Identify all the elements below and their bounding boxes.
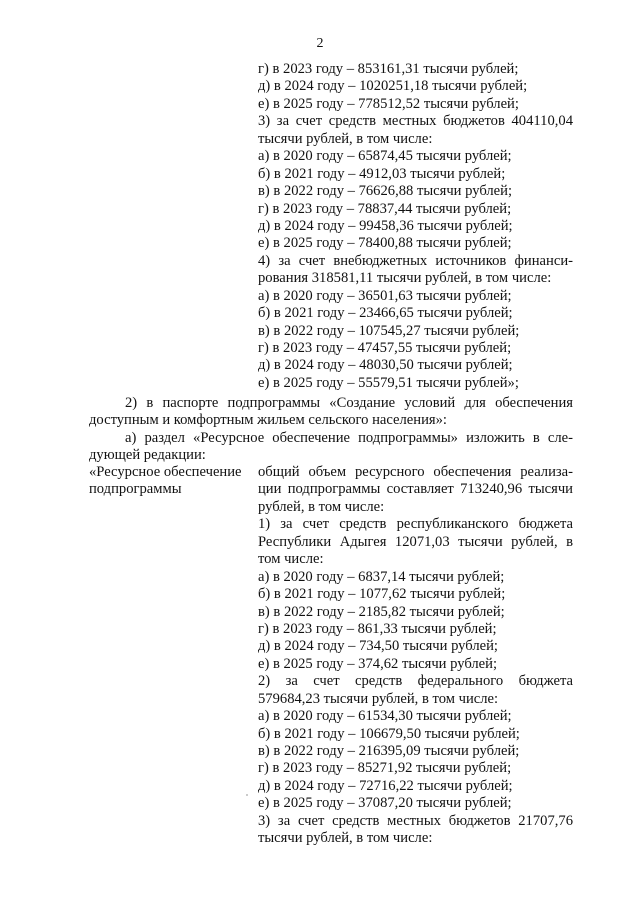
text-line: е) в 2025 году – 55579,51 тысячи рублей»; (258, 374, 519, 391)
text-line: а) в 2020 году – 65874,45 тысячи рублей; (258, 148, 512, 165)
text-line: г) в 2023 году – 853161,31 тысячи рублей; (258, 61, 519, 77)
text-line: б) в 2021 году – 23466,65 тысячи рублей; (258, 305, 513, 322)
text-line: 2) в паспорте подпрограммы «Создание условий для обеспечения (125, 395, 573, 411)
text-line: а) в 2020 году – 36501,63 тысячи рублей; (258, 287, 512, 304)
text-line: тысячи рублей, в том числе: (258, 830, 433, 847)
text-line: в) в 2022 году – 76626,88 тысячи рублей; (258, 183, 513, 200)
scan-speck (246, 794, 248, 796)
text-line: г) в 2023 году – 861,33 тысячи рублей; (258, 620, 497, 637)
text-line: рования 318581,11 тысячи рублей, в том числе: (258, 270, 552, 287)
text-line: е) в 2025 году – 37087,20 тысячи рублей; (258, 795, 512, 812)
section-label (89, 464, 254, 499)
text-line: а) раздел «Ресурсное обеспечение подпрограммы» изложить в сле- (125, 429, 573, 446)
page-number: 2 (316, 36, 324, 51)
text-line: 3) за счет средств местных бюджетов 21707,76 (258, 812, 573, 829)
text-line: 579684,23 тысячи рублей, в том числе: (258, 690, 499, 707)
text-line: 4) за счет внебюджетных источников финанси- (258, 252, 573, 269)
resource-provision-block (258, 464, 573, 848)
text-line: тысячи рублей, в том числе: (258, 130, 433, 147)
text-line: г) в 2023 году – 47457,55 тысячи рублей; (258, 340, 512, 356)
text-line: е) в 2025 году – 78400,88 тысячи рублей; (258, 235, 512, 252)
text-line: том числе: (258, 551, 324, 568)
text-line: а) в 2020 году – 6837,14 тысячи рублей; (258, 568, 505, 585)
text-line: 3) за счет средств местных бюджетов 404110,04 (258, 113, 573, 130)
text-line: ции подпрограммы составляет 713240,96 тысячи (258, 481, 573, 498)
text-line: в) в 2022 году – 107545,27 тысячи рублей; (258, 322, 520, 339)
text-line: б) в 2021 году – 4912,03 тысячи рублей; (258, 165, 506, 182)
text-line: Республики Адыгея 12071,03 тысячи рублей, в (258, 533, 573, 550)
text-line: б) в 2021 году – 106679,50 тысячи рублей; (258, 725, 520, 742)
text-line: дующей редакции: (89, 447, 206, 464)
text-line: д) в 2024 году – 734,50 тысячи рублей; (258, 638, 498, 655)
text-line: а) в 2020 году – 61534,30 тысячи рублей; (258, 708, 512, 725)
text-line: в) в 2022 году – 216395,09 тысячи рублей; (258, 743, 520, 759)
text-line: в) в 2022 году – 2185,82 тысячи рублей; (258, 603, 505, 620)
text-line: 1) за счет средств республиканского бюджета (258, 516, 573, 533)
text-line: е) в 2025 году – 778512,52 тысячи рублей; (258, 95, 519, 112)
amendment-paragraph (89, 395, 573, 465)
text-line: д) в 2024 году – 48030,50 тысячи рублей; (258, 357, 513, 374)
text-line: г) в 2023 году – 78837,44 тысячи рублей; (258, 200, 512, 217)
text-line: доступным и комфортным жильем сельского населения»: (89, 412, 447, 429)
text-line: «Ресурсное обеспечение (89, 464, 242, 480)
funding-continuation-block (258, 61, 573, 392)
text-line: общий объем ресурсного обеспечения реализа- (258, 464, 573, 480)
text-line: г) в 2023 году – 85271,92 тысячи рублей; (258, 760, 512, 777)
text-line: 2) за счет средств федерального бюджета (258, 673, 573, 690)
text-line: подпрограммы (89, 481, 182, 498)
text-line: д) в 2024 году – 72716,22 тысячи рублей; (258, 777, 513, 794)
text-line: д) в 2024 году – 99458,36 тысячи рублей; (258, 217, 513, 234)
text-line: рублей, в том числе: (258, 498, 385, 515)
text-line: е) в 2025 году – 374,62 тысячи рублей; (258, 655, 498, 672)
text-line: б) в 2021 году – 1077,62 тысячи рублей; (258, 586, 506, 603)
text-line: д) в 2024 году – 1020251,18 тысячи рублей; (258, 78, 528, 95)
